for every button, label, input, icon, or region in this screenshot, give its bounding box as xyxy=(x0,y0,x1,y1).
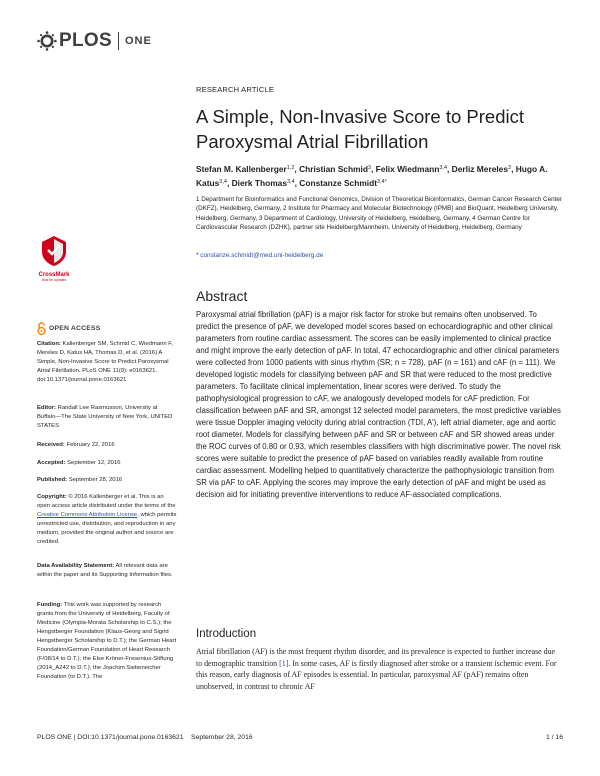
author-affiliation-marker: 3,4 xyxy=(377,178,385,185)
journal-name: ONE xyxy=(124,35,152,47)
open-access-badge xyxy=(37,322,100,335)
license-link[interactable]: Creative Commons Attribution License xyxy=(37,512,138,518)
abstract-heading: Abstract xyxy=(196,288,248,304)
author-affiliation-marker: 3,4 xyxy=(439,165,448,171)
crossmark-badge[interactable] xyxy=(36,236,72,282)
author-name: Felix Wiedmann xyxy=(375,164,440,174)
author-affiliation-marker: 1,2 xyxy=(286,165,295,171)
author-list: Stefan M. Kallenberger$^{1,2}$, Christian Schmid$^3$, Felix Wiedmann$^{3,4}$, Derliz Mereles$^3$, Hugo A. Katus$^{3,4}$, Dierk Thomas$^{3,4}$, Constanze Schmidt$^{3,4*}$ xyxy=(196,164,548,188)
editor-text: Randall Lee Rasmusson, University at Buffalo—The State University of New York, UNITED STATES xyxy=(37,405,173,429)
editor-label: Editor: xyxy=(37,405,56,411)
reference-link[interactable]: [1] xyxy=(279,658,289,668)
author-affiliation-marker: 3,4 xyxy=(219,178,227,185)
author-name: Hugo A. Katus xyxy=(196,164,548,188)
plos-logo-icon xyxy=(37,31,57,51)
accepted-block xyxy=(37,459,177,468)
data-availability-text: All relevant data are within the paper and its Supporting Information files. xyxy=(37,563,173,578)
logo-divider xyxy=(118,32,119,50)
journal-brand: PLOS xyxy=(59,30,112,51)
data-availability-label: Data Availability Statement: xyxy=(37,563,115,569)
email-star: * xyxy=(196,252,199,259)
data-availability-block xyxy=(37,562,177,580)
received-date: February 22, 2016 xyxy=(66,442,115,448)
author-name: Stefan M. Kallenberger xyxy=(196,164,287,174)
introduction-heading: Introduction xyxy=(196,628,257,640)
author-name: Constanze Schmidt xyxy=(299,177,378,188)
intro-text-part: Atrial fibrillation (AF) is the most frequent rhythm disorder, and its prevalence is expected to further increase due to demographic transition xyxy=(196,647,556,668)
funding-block xyxy=(37,601,177,682)
abstract-text: Paroxysmal atrial fibrillation (pAF) is a major risk factor for stroke but remains often unobserved. To predict the presence of pAF, we developed model scores based on echocardiographic and other clinical parameters from routine cardiac assessment. The scores can be easily implemented to clinical practice and might improve the early detection of pAF. In total, 47 echocardiographic and other clinical parameters were collected from 1000 patients with sinus rhythm (SR; n = 728), pAF (n = 161) and cAF (n = 111). We developed logistic models for classifying between pAF and SR that were reduced to the most predictive parameters. To facilitate clinical implementation, linear scores were derived. To study the pathophysiological progression to cAF, we analogously developed models for cAF prediction. For classification between pAF and SR, amongst 12 selected model parameters, the most predictive variables were tissue Doppler imaging velocity during atrial contraction (TDI, A'), left atrial diameter, age and aortic root diameter. Models for classifying between pAF and SR or between cAF and SR showed areas under the ROC curves of 0.80 or 0.93, which resembles classifiers with high discriminative power. The novel risk scores were suitable to predict the presence of pAF based on variables readily available from routine cardiac assessment. Modelling helped to quantitatively characterize the pathophysiologic transition from SR via pAF to cAF. Applying the scores may improve the early detection of pAF and might be used as decision aid for initiating preventive interventions to reduce AF-associated complications. xyxy=(196,310,561,499)
crossmark-icon xyxy=(41,236,67,266)
author-name: Christian Schmid xyxy=(299,164,368,174)
introduction-text xyxy=(196,646,561,693)
copyright-text: © 2016 Kallenberger et al. This is an open access article distributed under the terms of the xyxy=(37,494,176,509)
article-type: RESEARCH ARTICLE xyxy=(196,85,275,94)
affiliations: 1 Department for Bioinformatics and Functional Genomics, Division of Theoretical Bioinformatics, German Cancer Research Center (DKFZ), Heidelberg, Germany, 2 Institute for Pharmacy and Molecular Biotechnology (IPMB) and BioQuant, Heidelberg University, Heidelberg, Germany, 3 Department of Cardiology, University of Heidelberg, Heidelberg, Germany, 4 German Centre for Cardiovascular Research (DZHK), partner site Heidelberg/Mannheim, University of Heidelberg, Heidelberg, Germany xyxy=(196,196,562,232)
author-name: Dierk Thomas xyxy=(231,177,287,188)
crossmark-label: CrossMark xyxy=(38,272,70,278)
editor-block xyxy=(37,404,177,431)
funding-text: This work was supported by research grants from the University of Heidelberg, Faculty of Medicine (Olympia-Morata Scholarship to C.S.); the Hengstberger Foundation (Klaus-Georg and Sigrid Hengstberger Scholarship to D.T.); the German Heart Foundation/German Foundation of Heart Research (F/08/14 to D.T.); the Else Kröner-Fresenius-Stiftung (2014_A242 to D.T.); the Joachim Siebeneicher Foundation (to D.T.). The xyxy=(37,602,177,680)
published-date: September 28, 2016 xyxy=(68,477,123,483)
author-name: Derliz Mereles xyxy=(451,164,508,174)
copyright-text-end: , which permits unrestricted use, distribution, and reproduction in any medium, provided the original author and source are credited. xyxy=(37,512,177,545)
plos-one-logo[interactable] xyxy=(37,30,152,52)
published-block xyxy=(37,476,177,485)
corresponding-author-star: * xyxy=(384,178,387,185)
page-number: 1 / 16 xyxy=(545,734,563,741)
accepted-label: Accepted: xyxy=(37,460,66,466)
article-title: A Simple, Non-Invasive Score to Predict Paroxysmal Atrial Fibrillation xyxy=(196,106,525,152)
citation-block xyxy=(37,340,177,385)
intro-text-part: . In some cases, AF is firstly diagnosed after stroke or a transient ischemic event. For this reason, early diagnosis of AF episodes is essential. In particular, paroxysmal AF (pAF) remains often unobserved, in contrast to chronic AF xyxy=(196,658,557,692)
copyright-label: Copyright: xyxy=(37,494,67,500)
received-block xyxy=(37,441,177,450)
footer-citation: PLOS ONE | DOI:10.1371/journal.pone.0163621 September 28, 2016 xyxy=(37,734,253,741)
corresponding-email xyxy=(196,252,323,259)
author-affiliation-marker: 3,4 xyxy=(286,178,295,185)
copyright-block xyxy=(37,493,177,547)
open-lock-icon xyxy=(37,322,46,335)
citation-label: Citation: xyxy=(37,341,61,347)
author-affiliation-marker: 3 xyxy=(508,165,512,171)
open-access-label: OPEN ACCESS xyxy=(49,325,101,332)
accepted-date: September 12, 2016 xyxy=(67,460,121,466)
published-label: Published: xyxy=(37,477,68,483)
page-footer xyxy=(37,734,563,741)
email-link[interactable]: constanze.schmidt@med.uni-heidelberg.de xyxy=(200,252,324,259)
citation-text: Kallenberger SM, Schmid C, Wiedmann F, Mereles D, Katus HA, Thomas D, et al. (2016) A Simple, Non-Invasive Score to Predict Paroxysmal Atrial Fibrillation. PLoS ONE 11(9): e0163621. doi:10.1371/journal.pone.0163621 xyxy=(37,341,173,383)
received-label: Received: xyxy=(37,442,65,448)
author-affiliation-marker: 3 xyxy=(367,165,372,171)
crossmark-sublabel: click for updates xyxy=(41,278,67,282)
funding-label: Funding: xyxy=(37,602,63,608)
